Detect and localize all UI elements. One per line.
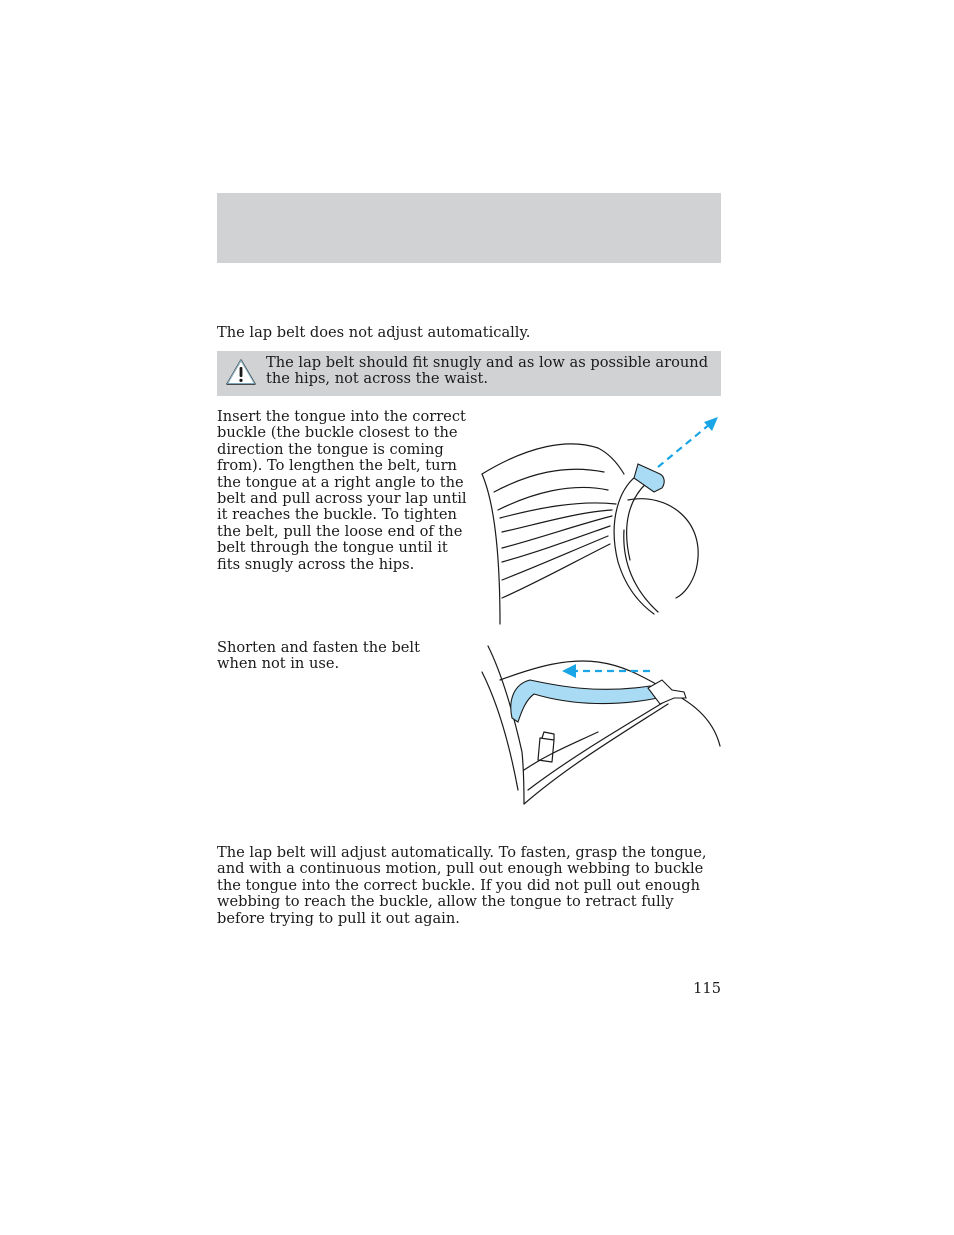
header-band (217, 193, 721, 263)
warning-text: The lap belt should fit snugly and as low as possible around the hips, not across the waist. (266, 354, 709, 388)
shortened-belt-illustration (478, 640, 724, 806)
warning-box (217, 351, 721, 396)
seatbelt-buckle-illustration (478, 412, 724, 626)
paragraph-shorten-fasten: Shorten and fasten the belt when not in use. (217, 639, 420, 673)
page-number: 115 (693, 980, 721, 997)
paragraph-insert-tongue: Insert the tongue into the correct buckle (the buckle closest to the direction the tongue is coming from). To lengthen the belt, turn the tongue at a right angle to the belt and pull across your lap until it reaches the buckle. To tighten the belt, pull the loose end of the belt through the tongue until it fits snugly across the hips. (217, 408, 467, 573)
paragraph-lap-belt-no-adjust: The lap belt does not adjust automatically. (217, 324, 531, 341)
paragraph-lap-belt-auto-adjust: The lap belt will adjust automatically. To fasten, grasp the tongue, and with a continuous motion, pull out enough webbing to buckle the tongue into the correct buckle. If you did not pull out enough webbing to reach the buckle, allow the tongue to retract fully before trying to pull it out again. (217, 844, 707, 927)
warning-triangle-icon (225, 358, 257, 386)
